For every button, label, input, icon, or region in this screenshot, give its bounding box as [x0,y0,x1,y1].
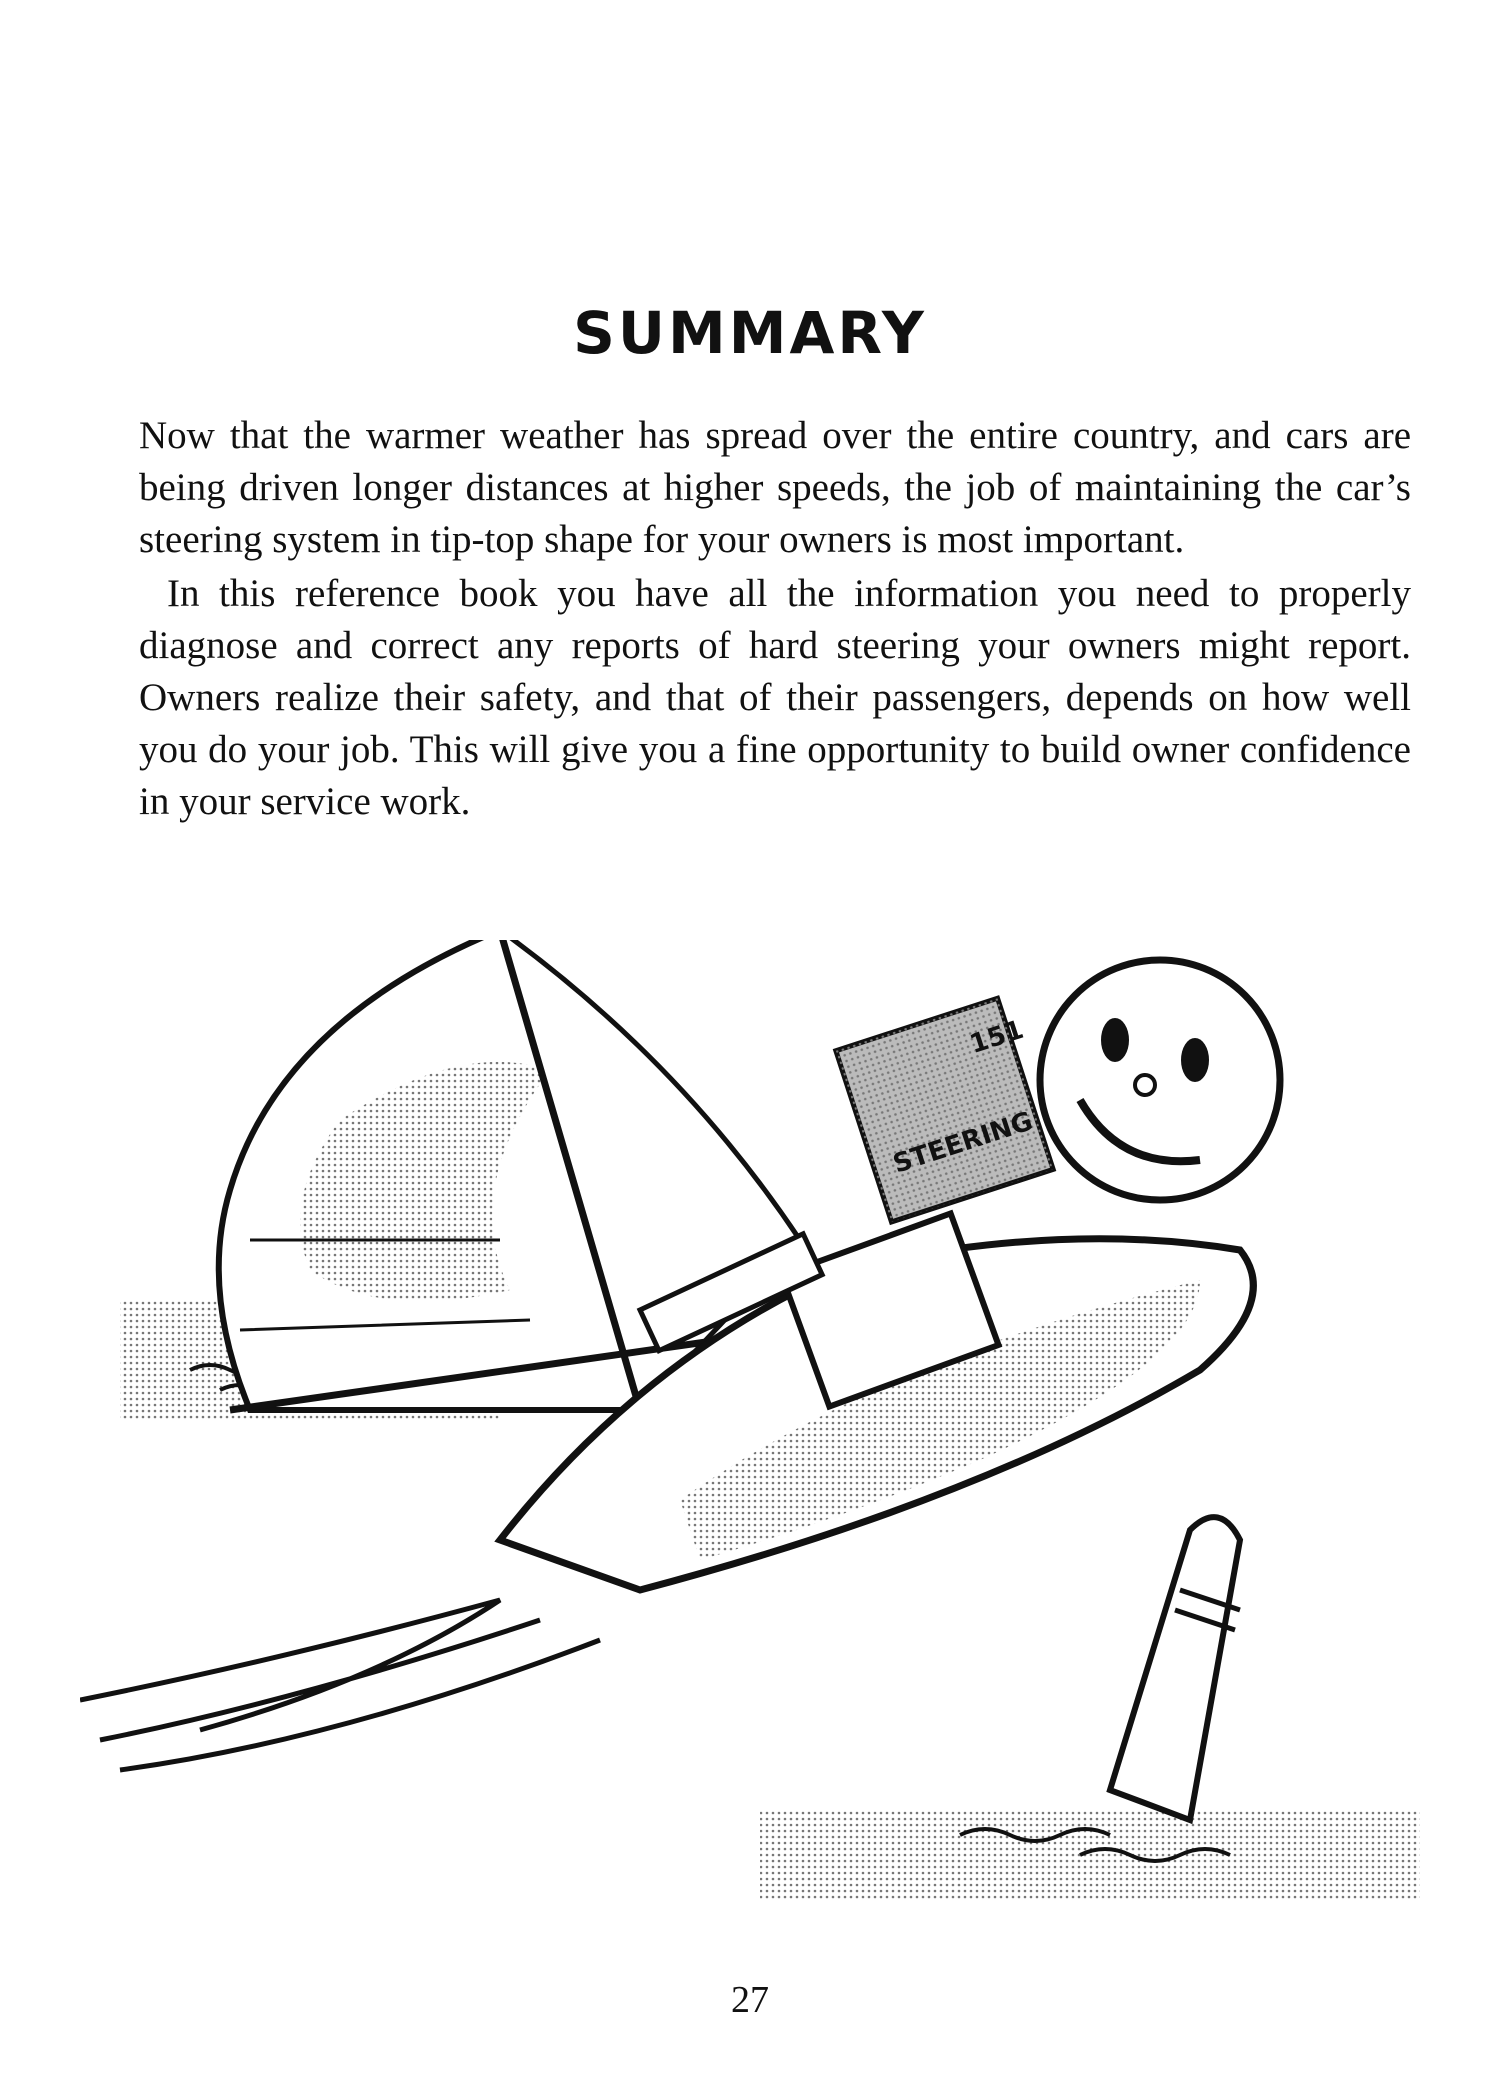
character-eye-right [1181,1038,1209,1082]
boat-wake [80,1600,600,1770]
character-eye-left [1101,1018,1129,1062]
water-patch-right [760,1810,1420,1900]
paragraph-2: In this reference book you have all the information you need to properly diagnose and correct any reports of hard steering your owners might report. Owners realize their safety, and that of their passengers, depends on how well you do your job. This will give you a fine opportunity to build owner confidence in your service work. [139,572,1411,823]
sailboat-illustration [80,940,1430,1950]
book-title: STEERING [889,1106,1037,1180]
page-number: 27 [731,1979,769,2021]
character-nose [1135,1075,1155,1095]
book-number: 151 [966,1014,1028,1061]
paragraph-1: Now that the warmer weather has spread over the entire country, and cars are being driven longer distances at higher speeds, the job of maintaining the car’s steering system in tip-top shape for your owners is most important. [139,414,1411,561]
character-head [1040,960,1280,1200]
steering-book [836,994,1067,1222]
summary-text [139,410,1411,828]
page-title: SUMMARY [573,299,927,367]
buoy [1110,1517,1240,1820]
